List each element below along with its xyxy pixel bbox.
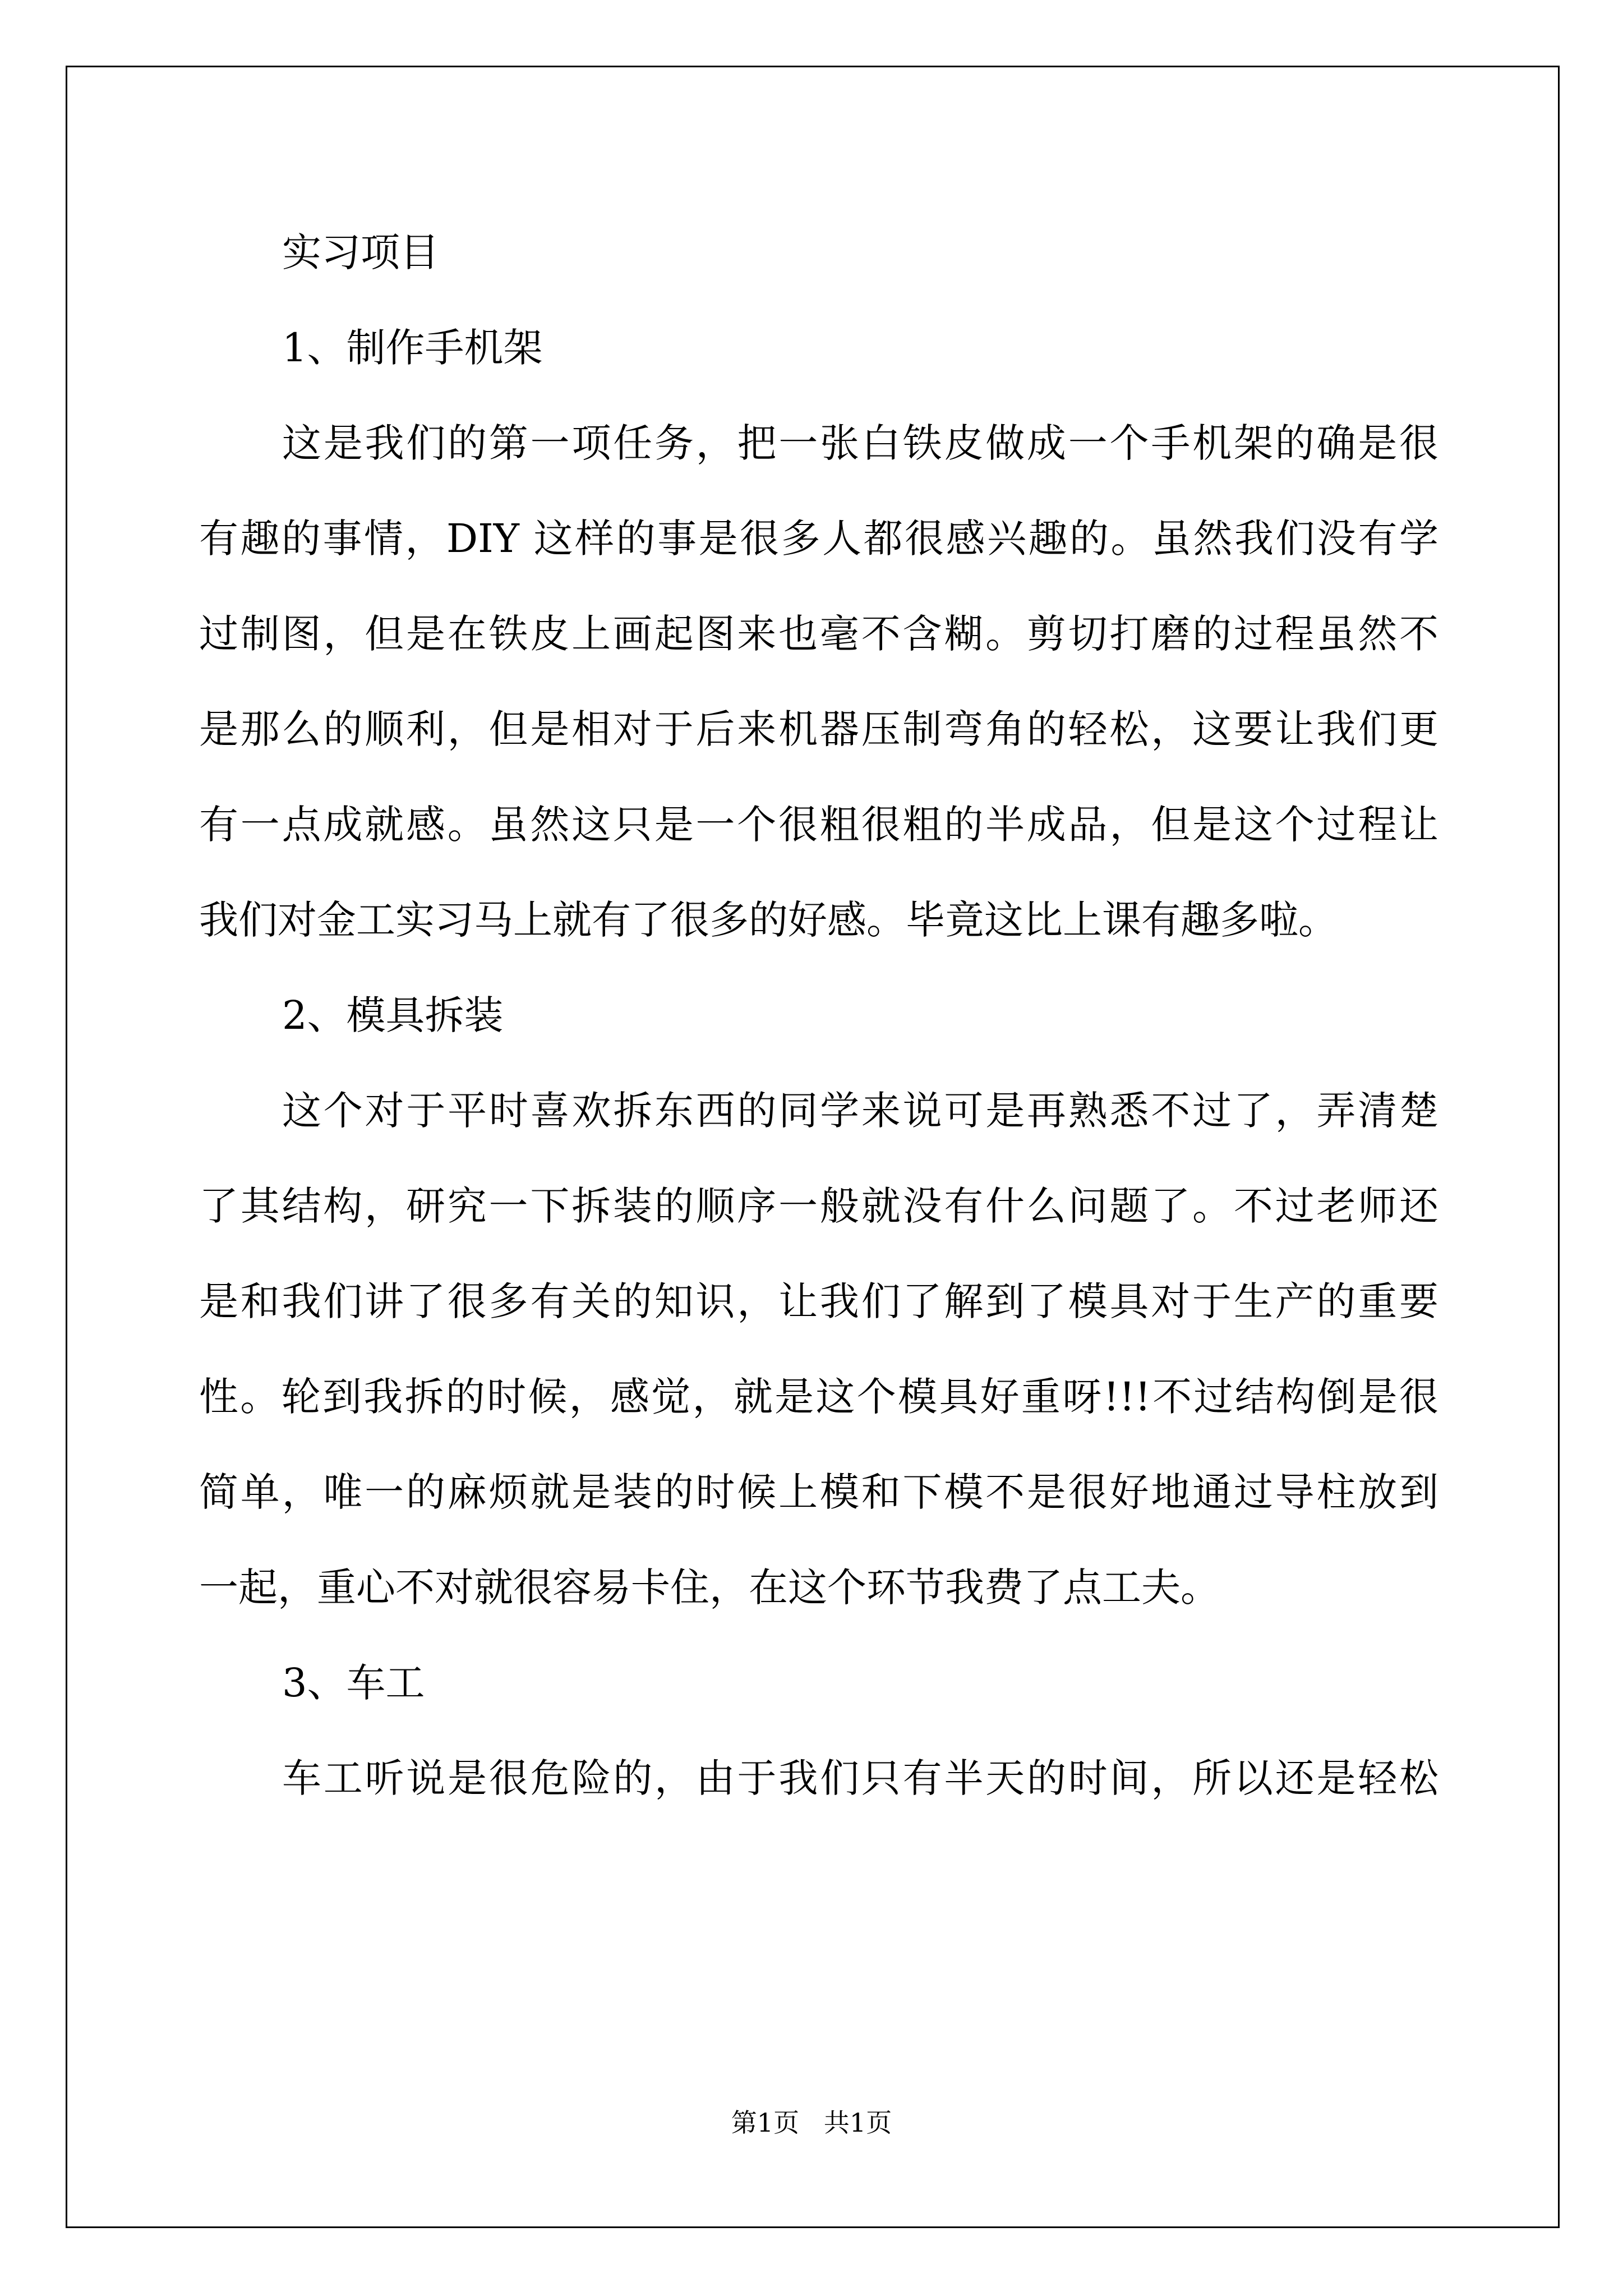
paragraph-line: 这个对于平时喜欢拆东西的同学来说可是再熟悉不过了，弄清楚	[282, 1088, 1438, 1134]
paragraph-line: 性。轮到我拆的时候，感觉，就是这个模具好重呀!!!不过结构倒是很	[199, 1374, 1438, 1420]
document-body	[199, 205, 1438, 1826]
page-footer: 第1页 共1页	[731, 2108, 892, 2138]
paragraph-line: 有趣的事情，DIY 这样的事是很多人都很感兴趣的。虽然我们没有学	[199, 516, 1438, 562]
section-heading-2: 2、模具拆装	[282, 992, 504, 1038]
paragraph-line: 是那么的顺利，但是相对于后来机器压制弯角的轻松，这要让我们更	[199, 706, 1438, 752]
paragraph-line: 了其结构，研究一下拆装的顺序一般就没有什么问题了。不过老师还	[199, 1183, 1438, 1229]
paragraph-line: 是和我们讲了很多有关的知识，让我们了解到了模具对于生产的重要	[199, 1278, 1438, 1324]
paragraph-line: 有一点成就感。虽然这只是一个很粗很粗的半成品，但是这个过程让	[199, 802, 1438, 848]
paragraph-line: 这是我们的第一项任务，把一张白铁皮做成一个手机架的确是很	[282, 420, 1438, 466]
section-heading-3: 3、车工	[282, 1660, 425, 1706]
paragraph-line: 简单，唯一的麻烦就是装的时候上模和下模不是很好地通过导柱放到	[199, 1469, 1438, 1515]
paragraph-line: 一起，重心不对就很容易卡住，在这个环节我费了点工夫。	[199, 1565, 1220, 1611]
paragraph-line: 我们对金工实习马上就有了很多的好感。毕竟这比上课有趣多啦。	[199, 897, 1338, 943]
section-heading-1: 1、制作手机架	[282, 325, 543, 371]
paragraph-line: 过制图，但是在铁皮上画起图来也毫不含糊。剪切打磨的过程虽然不	[199, 611, 1438, 657]
section-title: 实习项目	[282, 229, 439, 275]
paragraph-line: 车工听说是很危险的，由于我们只有半天的时间，所以还是轻松	[282, 1755, 1438, 1801]
